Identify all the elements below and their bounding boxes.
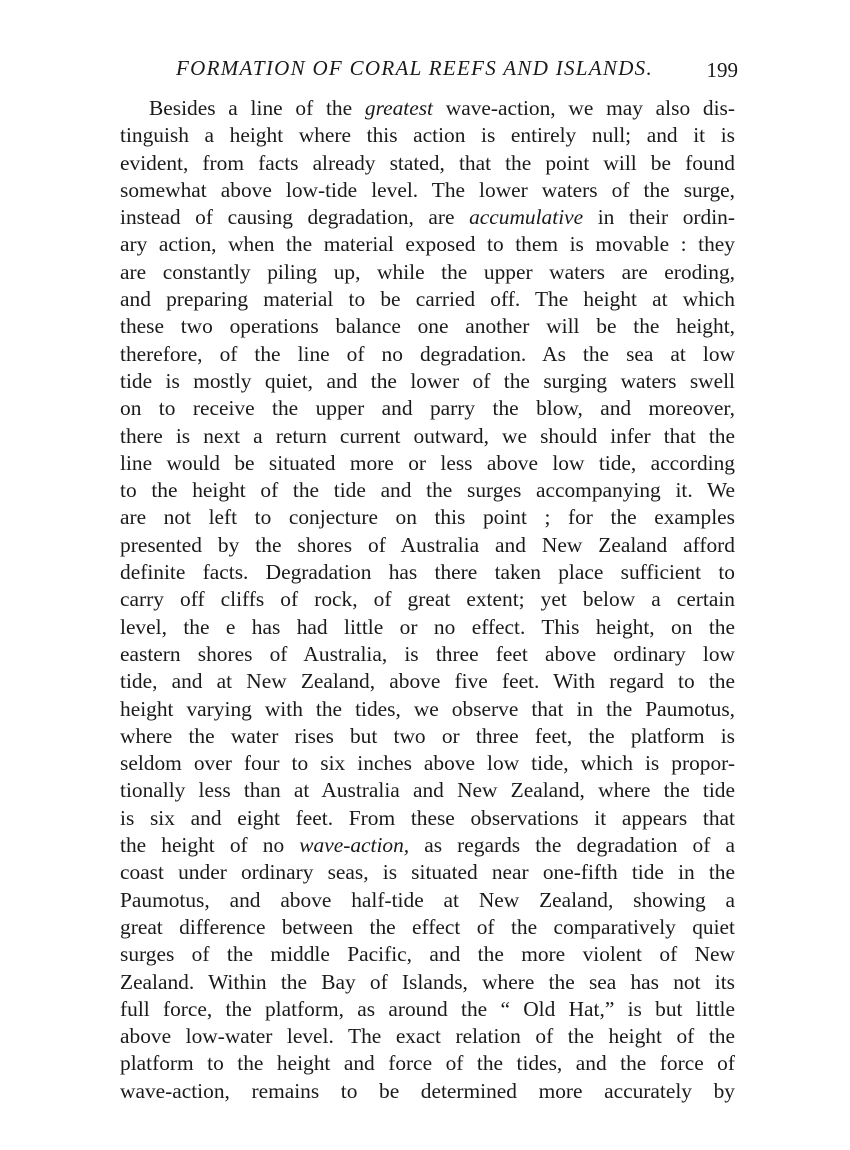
- running-title: FORMATION OF CORAL REEFS AND ISLANDS.: [176, 56, 654, 80]
- text-line-3: evident, from facts already stated, that the point will be found: [120, 150, 735, 175]
- text-line-35: above low-water level. The exact relation of the height of the: [120, 1024, 735, 1049]
- text-line-25: seldom over four to six inches above low tide, which is propor-: [120, 751, 735, 776]
- text-line-20: level, the e has had little or no effect. This height, on the: [120, 614, 735, 639]
- text-line-5: instead of causing degradation, are accumulative in their ordin-: [120, 205, 735, 230]
- text-line-21: eastern shores of Australia, is three feet above ordinary low: [120, 641, 735, 666]
- text-line-16: are not left to conjecture on this point ; for the examples: [120, 505, 735, 530]
- text-line-36: platform to the height and force of the tides, and the force of: [120, 1051, 735, 1076]
- text-line-33: Zealand. Within the Bay of Islands, where the sea has not its: [120, 969, 735, 994]
- text-line-31: great difference between the effect of the comparatively quiet: [120, 914, 735, 939]
- text-line-34: full force, the platform, as around the “ Old Hat,” is but little: [120, 996, 735, 1021]
- text-line-29: coast under ordinary seas, is situated near one-fifth tide in the: [120, 860, 735, 885]
- text-line-4: somewhat above low-tide level. The lower waters of the surge,: [120, 177, 735, 202]
- text-line-30: Paumotus, and above half-tide at New Zealand, showing a: [120, 887, 735, 912]
- text-line-14: line would be situated more or less above low tide, according: [120, 450, 735, 475]
- text-line-8: and preparing material to be carried off. The height at which: [120, 287, 735, 312]
- text-line-10: therefore, of the line of no degradation. As the sea at low: [120, 341, 735, 366]
- text-line-17: presented by the shores of Australia and New Zealand afford: [120, 532, 735, 557]
- text-line-13: there is next a return current outward, we should infer that the: [120, 423, 735, 448]
- text-line-23: height varying with the tides, we observe that in the Paumotus,: [120, 696, 735, 721]
- text-line-18: definite facts. Degradation has there taken place sufficient to: [120, 560, 735, 585]
- text-line-22: tide, and at New Zealand, above five feet. With regard to the: [120, 669, 735, 694]
- text-line-2: tinguish a height where this action is entirely null; and it is: [120, 123, 735, 148]
- running-head: [120, 56, 738, 86]
- italic-word-accumulative: accumulative: [469, 205, 584, 230]
- text-line-11: tide is mostly quiet, and the lower of the surging waters swell: [120, 368, 735, 393]
- page-number: 199: [706, 58, 738, 82]
- text-line-19: carry off cliffs of rock, of great extent; yet below a certain: [120, 587, 735, 612]
- text-line-15: to the height of the tide and the surges accompanying it. We: [120, 478, 735, 503]
- italic-word-wave-action: wave-action,: [299, 833, 410, 858]
- text-line-9: these two operations balance one another will be the height,: [120, 314, 735, 339]
- italic-word-greatest: greatest: [364, 96, 433, 120]
- text-line-26: tionally less than at Australia and New Zealand, where the tide: [120, 778, 735, 803]
- text-line-1: Besides a line of the greatest wave-action, we may also dis-: [149, 96, 735, 120]
- text-line-7: are constantly piling up, while the upper waters are eroding,: [120, 259, 735, 284]
- text-line-12: on to receive the upper and parry the blow, and moreover,: [120, 396, 735, 421]
- text-line-6: ary action, when the material exposed to them is movable : they: [120, 232, 735, 257]
- text-line-27: is six and eight feet. From these observations it appears that: [120, 805, 735, 830]
- paragraph: [120, 95, 735, 1105]
- text-line-28: the height of no wave-action, as regards the degradation of a: [120, 833, 735, 858]
- text-line-24: where the water rises but two or three feet, the platform is: [120, 723, 735, 748]
- text-line-32: surges of the middle Pacific, and the more violent of New: [120, 942, 735, 967]
- text-line-37: wave-action, remains to be determined more accurately by: [120, 1078, 735, 1103]
